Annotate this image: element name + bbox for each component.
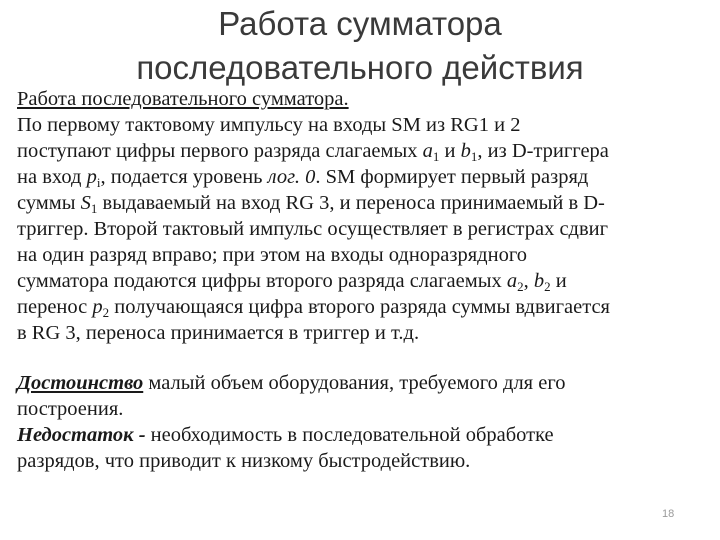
text: разрядов, что приводит к низкому быстродействию. bbox=[17, 450, 471, 472]
disadvantage-label: Недостаток - bbox=[17, 424, 146, 446]
paragraph-line-3 bbox=[17, 164, 717, 190]
subscript: 2 bbox=[517, 279, 524, 294]
var-a: a bbox=[506, 270, 518, 292]
text: По первому тактовому импульсу на входы SM из RG1 и 2 bbox=[17, 114, 521, 136]
disadvantage-line-2 bbox=[17, 448, 717, 474]
text: на один разряд вправо; при этом на входы одноразрядного bbox=[17, 244, 527, 266]
text: необходимость в последовательной обработке bbox=[145, 424, 554, 446]
subtitle-line bbox=[17, 86, 717, 112]
text: поступают цифры первого разряда слагаемых bbox=[17, 140, 423, 162]
disadvantage-line-1 bbox=[17, 422, 717, 448]
var-b: b bbox=[533, 270, 545, 292]
text: триггер. Второй тактовый импульс осуществляет в регистрах сдвиг bbox=[17, 218, 609, 240]
text: и bbox=[439, 140, 461, 162]
title-line-1: Работа сумматора bbox=[218, 5, 502, 42]
var-p: p bbox=[92, 296, 103, 318]
log-zero: лог. 0 bbox=[267, 166, 316, 188]
slide-body bbox=[17, 86, 717, 474]
paragraph-line-6 bbox=[17, 242, 717, 268]
var-b: b bbox=[460, 140, 471, 162]
subscript: 1 bbox=[432, 149, 440, 164]
title-line-2: последовательного действия bbox=[136, 49, 584, 86]
subtitle: Работа последовательного сумматора. bbox=[17, 88, 349, 110]
text: перенос bbox=[17, 296, 93, 318]
paragraph-line-4 bbox=[17, 190, 717, 216]
subscript: 1 bbox=[90, 201, 98, 216]
advantage-label: Достоинство bbox=[17, 372, 144, 394]
text: , из D-триггера bbox=[477, 140, 609, 162]
slide-title bbox=[0, 2, 720, 90]
paragraph-line-7 bbox=[17, 268, 717, 294]
text: малый объем оборудования, требуемого для его bbox=[143, 372, 566, 394]
var-p: p bbox=[86, 166, 97, 188]
text: в RG 3, переноса принимается в триггер и т.д. bbox=[17, 322, 420, 344]
spacer bbox=[17, 346, 717, 370]
paragraph-line-9 bbox=[17, 320, 717, 346]
var-a: a bbox=[422, 140, 433, 162]
paragraph-line-1 bbox=[17, 112, 717, 138]
subscript: i bbox=[96, 175, 101, 190]
subscript: 2 bbox=[102, 305, 110, 320]
paragraph-line-8 bbox=[17, 294, 717, 320]
text: , подается уровень bbox=[100, 166, 268, 188]
text: выдаваемый на вход RG 3, и переноса принимаемый в D- bbox=[97, 192, 605, 214]
advantage-line-2 bbox=[17, 396, 717, 422]
text: суммы bbox=[17, 192, 81, 214]
text: . SM формирует первый разряд bbox=[315, 166, 589, 188]
advantage-line-1 bbox=[17, 370, 717, 396]
text: , bbox=[523, 270, 534, 292]
var-s: S bbox=[80, 192, 91, 214]
subscript: 2 bbox=[544, 279, 551, 294]
text: на вход bbox=[17, 166, 87, 188]
paragraph-line-5 bbox=[17, 216, 717, 242]
subscript: 1 bbox=[470, 149, 478, 164]
page-number: 18 bbox=[662, 508, 675, 520]
text: получающаяся цифра второго разряда суммы вдвигается bbox=[109, 296, 610, 318]
text: построения. bbox=[17, 398, 124, 420]
text: сумматора подаются цифры второго разряда слагаемых bbox=[17, 270, 507, 292]
paragraph-line-2 bbox=[17, 138, 717, 164]
text: и bbox=[550, 270, 567, 292]
